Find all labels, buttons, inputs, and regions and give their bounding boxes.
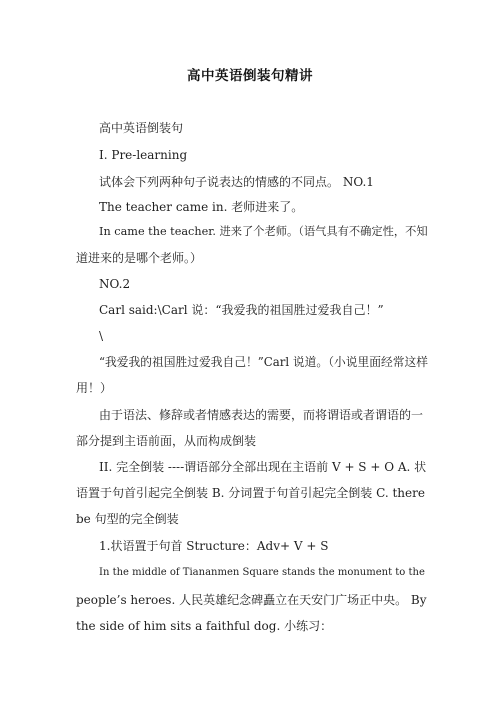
text-line: the side of him sits a faithful dog. 小练习： xyxy=(76,619,333,633)
text-line: 由于语法、修辞或者情感表达的需要，而将谓语或者谓语的一 xyxy=(99,408,424,422)
text-line: I. Pre-learning xyxy=(99,148,188,162)
text-line: 部分提到主语前面，从而构成倒装 xyxy=(76,434,257,448)
page-title: 高中英语倒装句精讲 xyxy=(187,68,313,84)
text-line: 试体会下列两种句子说表达的情感的不同点。 NO.1 xyxy=(99,175,374,189)
text-line: 语置于句首引起完全倒装 B. 分词置于句首引起完全倒装 C. there xyxy=(76,486,425,500)
text-line: be 句型的完全倒装 xyxy=(76,512,179,526)
text-line: \ xyxy=(99,329,104,343)
text-line: 用！） xyxy=(76,381,113,395)
text-line: The teacher came in. 老师进来了。 xyxy=(99,200,304,214)
text-line: In came the teacher. 进来了个老师。（语气具有不确定性，不知 xyxy=(99,225,428,238)
text-line: NO.2 xyxy=(99,277,131,291)
text-line: Carl said:\Carl 说：“我爱我的祖国胜过爱我自己！” xyxy=(99,303,384,317)
text-line: In the middle of Tiananmen Square stands the monument to the xyxy=(99,567,425,578)
section-heading: 高中英语倒装句 xyxy=(99,121,184,135)
text-line: people’s heroes. 人民英雄纪念碑矗立在天安门广场正中央。 By xyxy=(76,593,427,607)
text-line: 道进来的是哪个老师。） xyxy=(76,251,203,265)
text-line: 1.状语置于句首 Structure：Adv+ V + S xyxy=(99,539,329,553)
text-line: “我爱我的祖国胜过爱我自己！”Carl 说道。（小说里面经常这样 xyxy=(99,355,428,369)
text-line: II. 完全倒装 ----谓语部分全部出现在主语前 V + S + O A. 状 xyxy=(99,460,427,474)
